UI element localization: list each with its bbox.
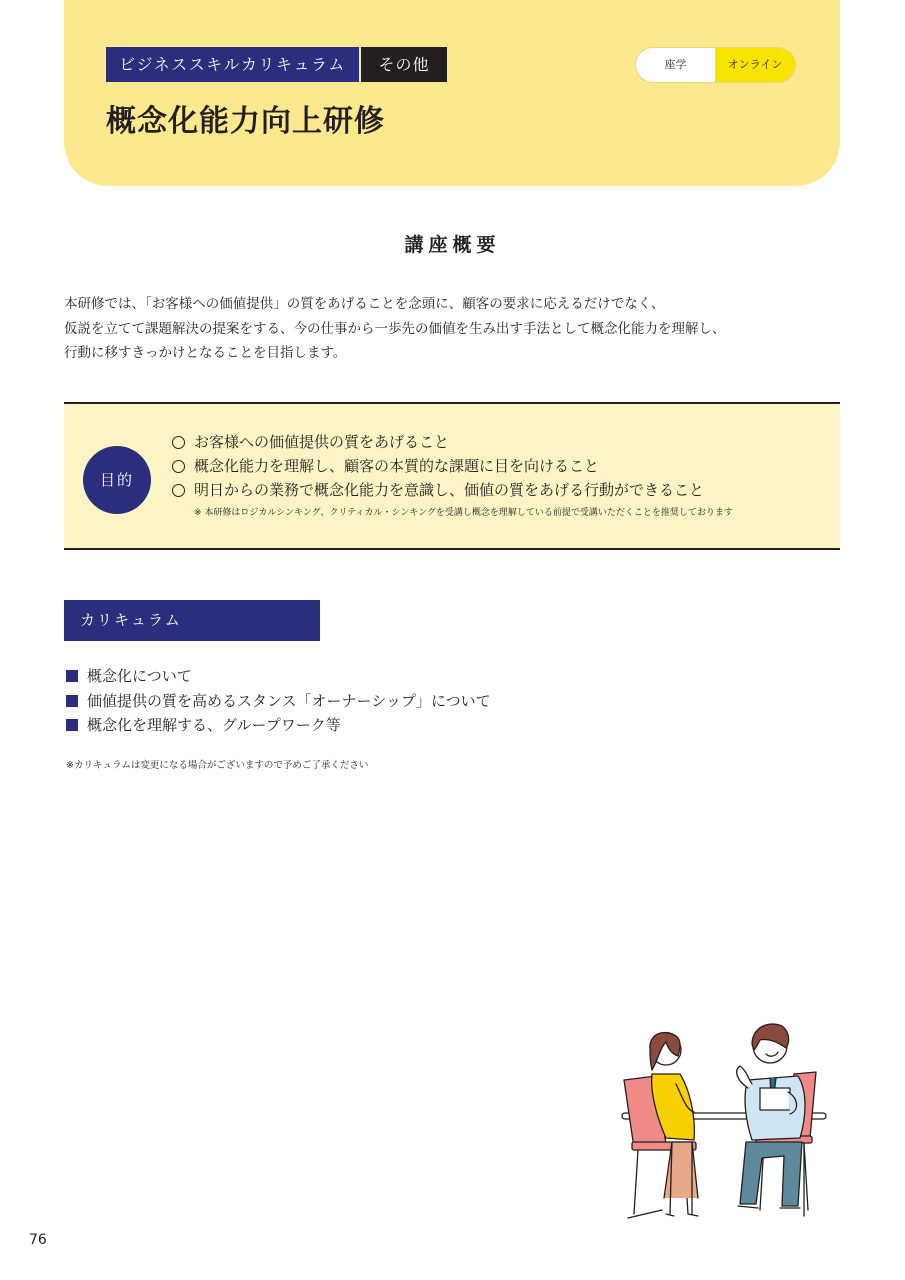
- overview-heading: 講座概要: [404, 234, 501, 256]
- curriculum-list: [66, 664, 491, 738]
- curriculum-note: ※カリキュラムは変更になる場合がございますので予めご了承ください: [66, 760, 369, 771]
- purpose-badge: 目的: [83, 446, 151, 514]
- curriculum-item: [66, 664, 491, 689]
- circle-bullet-icon: [172, 484, 185, 497]
- overview-line: 本研修では、「お客様への価値提供」の質をあげることを念頭に、顧客の要求に応えるだけでなく、: [64, 296, 665, 312]
- format-online: オンライン: [715, 48, 795, 82]
- purpose-item: [172, 454, 704, 478]
- subcategory-label: その他: [361, 47, 447, 82]
- overview-line: 仮説を立てて課題解決の提案をする、今の仕事から一歩先の価値を生み出す手法として概念化能力を理解し、: [64, 320, 726, 337]
- square-bullet-icon: [66, 695, 78, 707]
- format-toggle: [635, 47, 796, 83]
- square-bullet-icon: [66, 719, 78, 731]
- curriculum-item-text: 価値提供の質を高めるスタンス「オーナーシップ」について: [87, 691, 491, 710]
- purpose-list: [172, 430, 704, 502]
- square-bullet-icon: [66, 670, 78, 682]
- purpose-item-text: お客様への価値提供の質をあげること: [194, 433, 450, 451]
- meeting-illustration: [612, 1018, 834, 1224]
- purpose-box: [64, 402, 840, 550]
- curriculum-item-text: 概念化について: [87, 667, 192, 685]
- purpose-item-text: 概念化能力を理解し、顧客の本質的な課題に目を向けること: [194, 457, 600, 475]
- page-title: 概念化能力向上研修: [106, 104, 385, 139]
- purpose-note: ※ 本研修はロジカルシンキング、クリティカル・シンキングを受講し概念を理解している前提で受講いただくことを推奨しております: [194, 508, 733, 518]
- circle-bullet-icon: [172, 436, 185, 449]
- overview-line: 行動に移すきっかけとなることを目指します。: [64, 345, 347, 361]
- purpose-item: [172, 478, 704, 502]
- purpose-item: [172, 430, 704, 454]
- curriculum-item-text: 概念化を理解する、グループワーク等: [87, 716, 341, 734]
- curriculum-item: [66, 689, 491, 714]
- header-panel: [64, 0, 840, 186]
- curriculum-item: [66, 713, 491, 738]
- overview-text: [64, 292, 840, 366]
- page-number: 76: [29, 1232, 47, 1248]
- category-label: ビジネススキルカリキュラム: [106, 47, 359, 82]
- circle-bullet-icon: [172, 460, 185, 473]
- category-tag: [106, 47, 447, 82]
- purpose-item-text: 明日からの業務で概念化能力を意識し、価値の質をあげる行動ができること: [194, 481, 705, 499]
- curriculum-heading: カリキュラム: [64, 600, 320, 641]
- format-classroom: 座学: [636, 48, 715, 82]
